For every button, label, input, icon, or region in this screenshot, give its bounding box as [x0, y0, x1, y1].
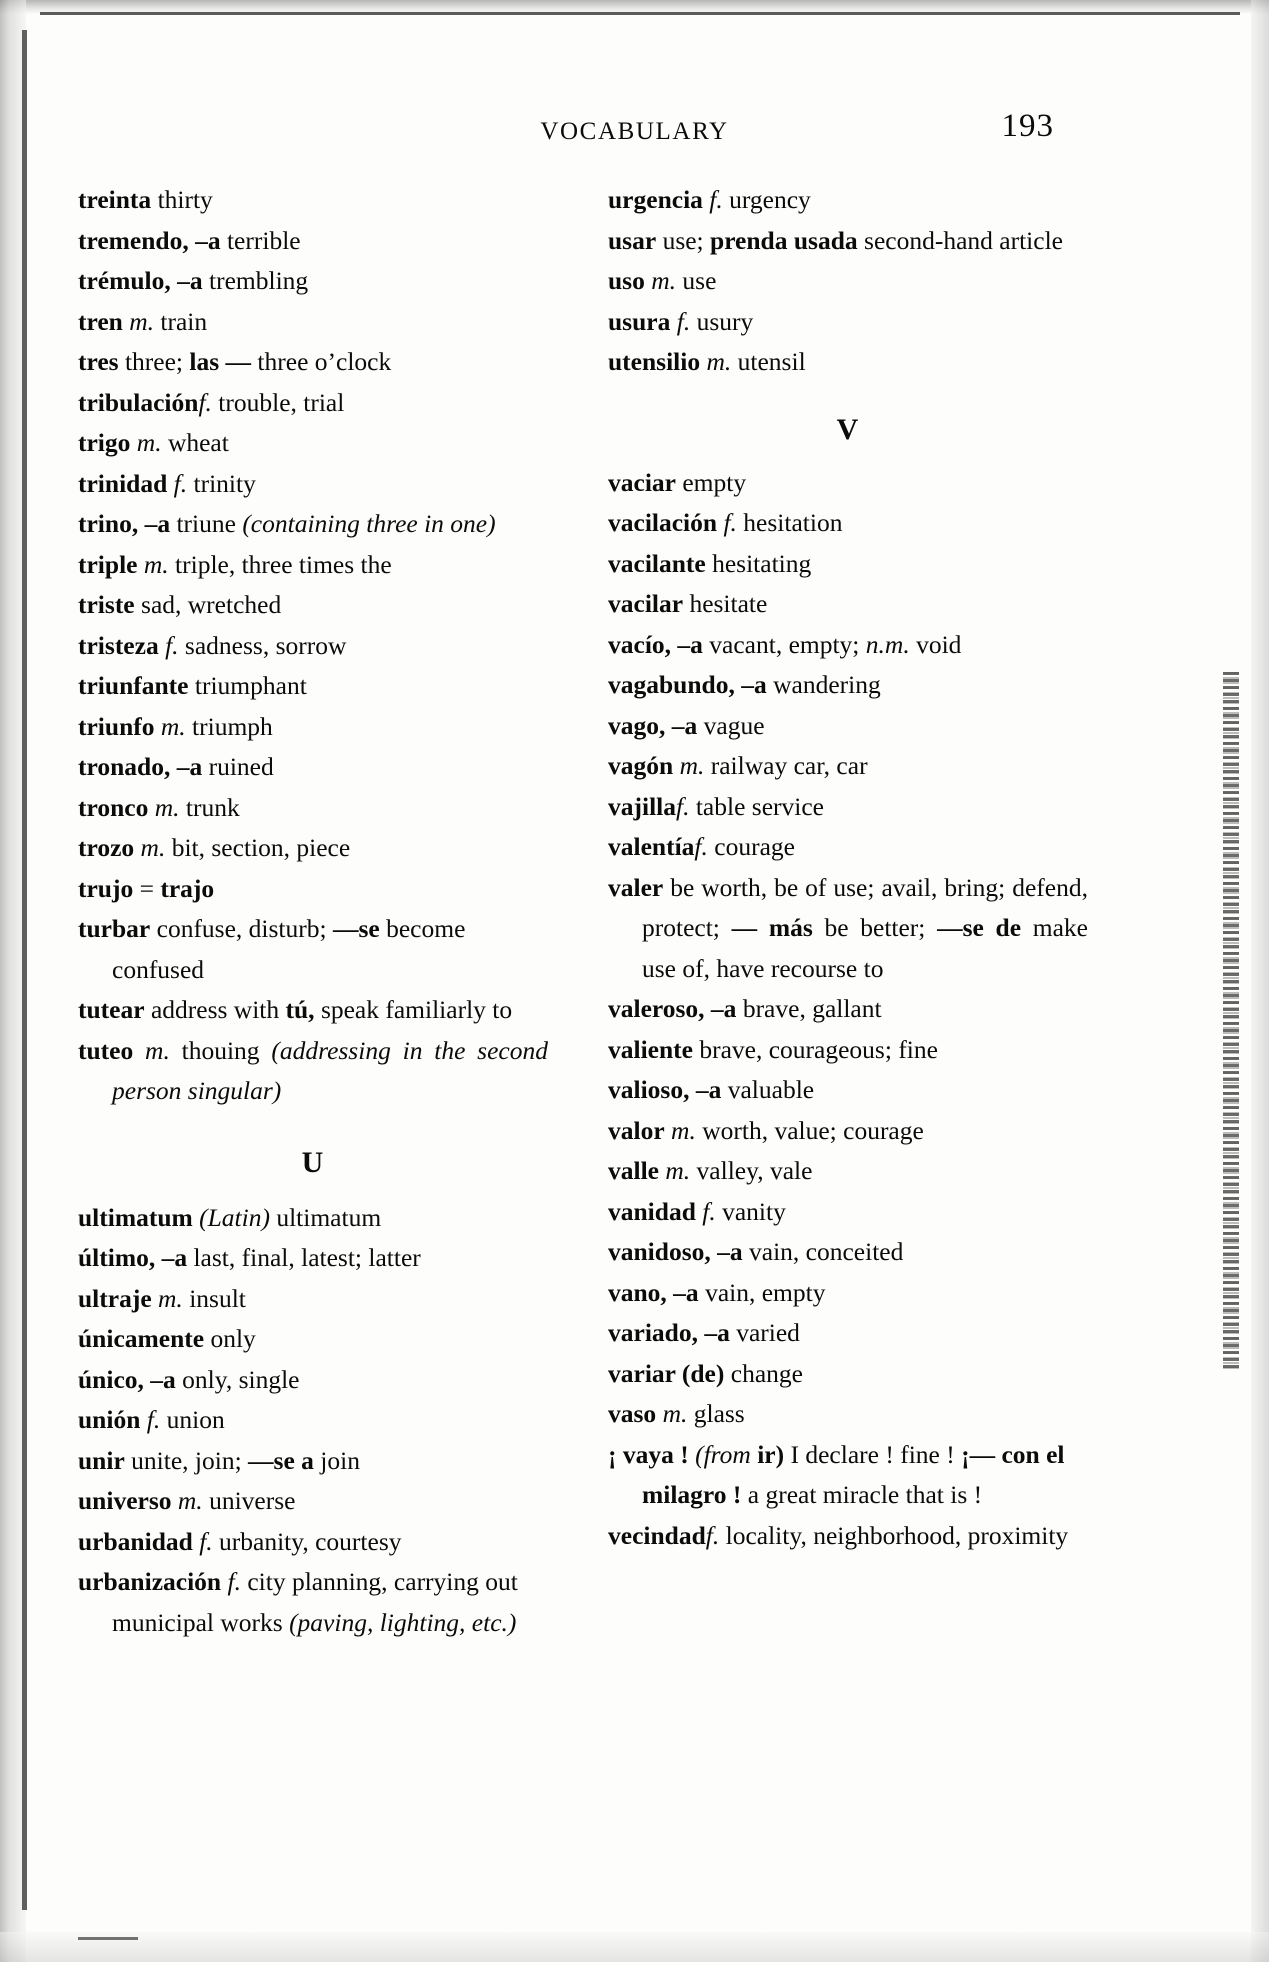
- entry-vano: vano, –a vain, empty: [608, 1277, 826, 1307]
- entry-vanidoso: vanidoso, –a vain, conceited: [608, 1237, 904, 1266]
- entry-valeroso: valeroso, –a brave, gallant: [608, 994, 882, 1023]
- entry-tutear: tutear address with tú, speak familiarly to: [78, 995, 513, 1024]
- entry-ultraje: ultraje m. insult: [78, 1283, 246, 1313]
- entry-usar: usar use; prenda usada second-hand article: [608, 225, 1063, 255]
- two-column-body: [78, 180, 1168, 1643]
- entry-utensilio: utensilio m. utensil: [608, 347, 806, 376]
- entry-trigo: trigo m. wheat: [78, 428, 229, 457]
- entry-vaso: vaso m. glass: [608, 1399, 745, 1428]
- entry-unico: único, –a only, single: [78, 1364, 300, 1394]
- entry-unicamente: únicamente only: [78, 1324, 256, 1353]
- entry-vacilacion: vacilación f. hesitation: [608, 508, 843, 537]
- right-column: [608, 180, 1088, 1643]
- entry-vacio: vacío, –a vacant, empty; n.m. void: [608, 629, 962, 659]
- entry-tronco: tronco m. trunk: [78, 792, 240, 822]
- entry-vaya: ¡ vaya ! (from ir) I declare ! fine ! ¡— con el milagro ! a great miracle that is !: [608, 1439, 1065, 1509]
- entry-urbanizacion: urbanización f. city planning, carrying out municipal works (paving, lighting, etc.): [78, 1567, 518, 1637]
- entry-variar: variar (de) change: [608, 1358, 803, 1388]
- entry-triste: triste sad, wretched: [78, 590, 282, 619]
- entry-tronado: tronado, –a ruined: [78, 752, 274, 781]
- entry-vecindad: vecindadf. locality, neighborhood, proximity: [608, 1520, 1069, 1550]
- running-head: [0, 118, 1269, 146]
- letter-heading-v: V: [836, 412, 860, 446]
- entry-union: unión f. union: [78, 1405, 225, 1434]
- entry-valor: valor m. worth, value; courage: [608, 1115, 924, 1145]
- entry-tremulo: trémulo, –a trembling: [78, 266, 309, 295]
- entry-urgencia: urgencia f. urgency: [608, 185, 811, 214]
- entry-universo: universo m. universe: [78, 1486, 296, 1515]
- entry-trino: trino, –a triune (containing three in one): [78, 509, 496, 538]
- letter-heading-u: U: [301, 1145, 325, 1179]
- entry-tribulacion: tribulaciónf. trouble, trial: [78, 387, 345, 417]
- entry-vagabundo: vagabundo, –a wandering: [608, 670, 881, 699]
- entry-vaciar: vaciar empty: [608, 467, 747, 497]
- entry-trinidad: trinidad f. trinity: [78, 468, 256, 498]
- entry-valentia: valentíaf. courage: [608, 832, 795, 861]
- entry-tristeza: tristeza f. sadness, sorrow: [78, 630, 347, 660]
- entry-uso: uso m. use: [608, 266, 717, 295]
- entry-triunfo: triunfo m. triumph: [78, 711, 273, 741]
- left-column: [78, 180, 548, 1643]
- entry-triple: triple m. triple, three times the: [78, 549, 392, 579]
- page-number: 193: [1001, 108, 1054, 144]
- entry-trujo: trujo = trajo: [78, 873, 215, 903]
- entry-ultimatum: ultimatum (Latin) ultimatum: [78, 1202, 382, 1232]
- entry-tremendo: tremendo, –a terrible: [78, 225, 301, 255]
- entry-unir: unir unite, join; —se a join: [78, 1445, 360, 1475]
- entry-vagon: vagón m. railway car, car: [608, 751, 868, 780]
- entry-ultimo: último, –a last, final, latest; latter: [78, 1243, 421, 1272]
- entry-vajilla: vajillaf. table service: [608, 791, 824, 821]
- entry-vacilar: vacilar hesitate: [608, 589, 768, 618]
- entry-vago: vago, –a vague: [608, 710, 765, 740]
- entry-turbar: turbar confuse, disturb; —se become confused: [78, 914, 466, 984]
- entry-urbanidad: urbanidad f. urbanity, courtesy: [78, 1526, 402, 1556]
- entry-usura: usura f. usury: [608, 306, 754, 336]
- page-title: VOCABULARY: [540, 118, 729, 145]
- entry-vacilante: vacilante hesitating: [608, 548, 812, 578]
- entry-valer: valer be worth, be of use; avail, bring; defend, protect; — más be better; —se de make use of, have recourse to: [608, 872, 1088, 983]
- entry-vanidad: vanidad f. vanity: [608, 1196, 786, 1226]
- entry-tres: tres three; las — three o’clock: [78, 347, 392, 376]
- entry-treinta: treinta thirty: [78, 185, 213, 214]
- entry-valle: valle m. valley, vale: [608, 1156, 813, 1185]
- entry-tren: tren m. train: [78, 306, 208, 336]
- entry-tuteo: tuteo m. thouing (addressing in the second person singular): [78, 1035, 548, 1105]
- entry-triunfante: triunfante triumphant: [78, 671, 307, 700]
- entry-valiente: valiente brave, courageous; fine: [608, 1034, 938, 1064]
- entry-variado: variado, –a varied: [608, 1318, 800, 1347]
- entry-trozo: trozo m. bit, section, piece: [78, 833, 351, 862]
- entry-valioso: valioso, –a valuable: [608, 1075, 815, 1104]
